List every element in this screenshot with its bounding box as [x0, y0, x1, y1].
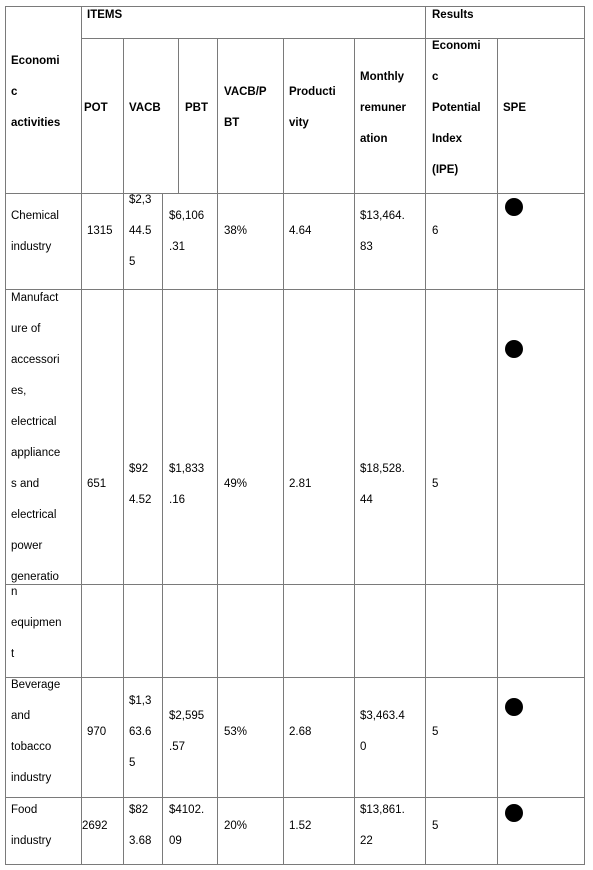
rule — [123, 38, 124, 865]
cell-vacb-pbt: 49% — [224, 478, 248, 490]
cell-activity: Food industry — [11, 804, 52, 847]
cell-vacb-pbt: 20% — [224, 820, 248, 832]
cell-vacb-pbt: 53% — [224, 726, 248, 738]
rule — [178, 38, 179, 193]
cell-productivity: 2.81 — [289, 478, 312, 490]
cell-vacb: $2,3 44.5 5 — [129, 194, 152, 268]
rule — [354, 38, 355, 865]
cell-remuneration: $18,528. 44 — [360, 463, 405, 506]
cell-vacb-pbt: 38% — [224, 225, 248, 237]
cell-pbt: $2,595 .57 — [169, 710, 205, 753]
cell-ipe: 5 — [432, 726, 439, 738]
cell-ipe: 5 — [432, 820, 439, 832]
header-items: ITEMS — [87, 9, 123, 21]
cell-activity: Manufact ure of accessori es, electrical appliance s and electrical power generatio — [11, 292, 61, 583]
cell-vacb: $82 3.68 — [129, 804, 152, 847]
cell-ipe: 5 — [432, 478, 439, 490]
cell-remuneration: $3,463.4 0 — [360, 710, 405, 753]
spe-filled-circle-icon — [505, 804, 523, 822]
cell-activity-continued: n equipmen t — [11, 586, 62, 660]
spe-filled-circle-icon — [505, 698, 523, 716]
rule — [497, 38, 498, 865]
cell-pot: 651 — [87, 478, 107, 490]
cell-productivity: 1.52 — [289, 820, 312, 832]
spe-filled-circle-icon — [505, 198, 523, 216]
rule — [283, 38, 284, 865]
header-results: Results — [432, 9, 474, 21]
rule — [425, 6, 426, 865]
rule — [81, 6, 82, 865]
cell-remuneration: $13,861. 22 — [360, 804, 405, 847]
cell-productivity: 2.68 — [289, 726, 312, 738]
rule — [5, 6, 6, 865]
cell-vacb: $92 4.52 — [129, 463, 152, 506]
header-vacb: VACB — [129, 102, 161, 114]
header-productivity: Producti vity — [289, 86, 336, 129]
rule — [217, 38, 218, 865]
header-pbt: PBT — [185, 102, 208, 114]
spe-filled-circle-icon — [505, 340, 523, 358]
header-economic-potential-index: Economi c Potential Index (IPE) — [432, 40, 481, 176]
header-monthly-remuneration: Monthly remuner ation — [360, 71, 407, 145]
cell-productivity: 4.64 — [289, 225, 312, 237]
cell-activity: Chemical industry — [11, 210, 59, 253]
cell-pbt: $1,833 .16 — [169, 463, 205, 506]
cell-pot: 1315 — [87, 225, 113, 237]
header-pot: POT — [84, 102, 108, 114]
cell-remuneration: $13,464. 83 — [360, 210, 405, 253]
rule — [162, 193, 163, 865]
cell-pot: 970 — [87, 726, 107, 738]
cell-pot: 2692 — [82, 820, 108, 832]
cell-pbt: $4102. 09 — [169, 804, 205, 847]
header-vacb-pbt: VACB/P BT — [224, 86, 267, 129]
cell-ipe: 6 — [432, 225, 439, 237]
rule — [584, 6, 585, 865]
cell-pbt: $6,106 .31 — [169, 210, 205, 253]
rule — [81, 38, 584, 39]
cell-activity: Beverage and tobacco industry — [11, 679, 61, 784]
header-economic-activities: Economi c activities — [11, 55, 61, 129]
header-spe: SPE — [503, 102, 527, 114]
cell-vacb: $1,3 63.6 5 — [129, 695, 152, 769]
